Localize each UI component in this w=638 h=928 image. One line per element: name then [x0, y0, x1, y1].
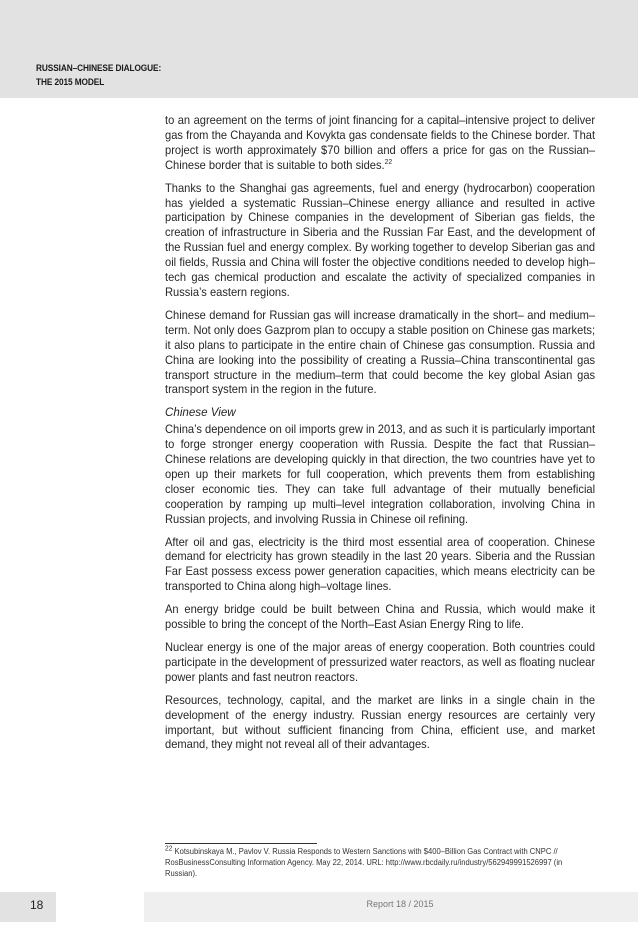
running-header — [36, 61, 161, 89]
paragraph-text: to an agreement on the terms of joint financing for a capital–intensive project to deliver gas from the Chayanda and Kovykta gas condensate fields to the Chinese border. That project is worth approximately $70 billion and offers a price for gas on the Russian–Chinese border that is suitable to both sides. — [165, 114, 596, 172]
paragraph: Thanks to the Shanghai gas agreements, fuel and energy (hydrocarbon) cooperation has yielded a systematic Russian–Chinese energy alliance and resulted in active participation by Chinese companies in the development of Siberian gas fields, the creation of infrastructure in Siberia and the Russian Far East, and the development of the Russian fuel and energy complex. By working together to develop Siberian gas and oil fields, Russia and China will foster the objective conditions needed to develop high–tech gas chemical production and escalate the activity of specialized companies in Russia’s eastern regions. — [165, 181, 596, 299]
paragraph: An energy bridge could be built between China and Russia, which would make it possible to bring the concept of the North–East Asian Energy Ring to life. — [165, 603, 596, 632]
paragraph: After oil and gas, electricity is the third most essential area of cooperation. Chinese demand for electricity has grown steadily in the last 20 years. Siberia and the Russian Far East possess excess power generation capacities, which means electricity can be transported to China along high–voltage lines. — [165, 535, 596, 594]
report-label: Report 18 / 2015 — [366, 899, 434, 909]
paragraph — [165, 114, 595, 174]
footnote-divider — [165, 843, 317, 844]
paragraph: China’s dependence on oil imports grew in 2013, and as such it is particularly important to forge stronger energy cooperation with Russia. Despite the fact that Russian–Chinese relations are developing quickly in that direction, the two countries have yet to open up their markets for full cooperation, which prevents them from establishing closer economic ties. They can take full advantage of their mutually beneficial cooperation by ramping up multi–level integration collaboration, involving China in Russian projects, and involving Russia in Chinese oil refining. — [165, 423, 596, 526]
section-subheading: Chinese View — [165, 406, 236, 420]
footnote-reference[interactable]: 22 — [384, 158, 393, 166]
article-body — [165, 114, 595, 761]
paragraph: Resources, technology, capital, and the market are links in a single chain in the development of the energy industry. Russian energy resources are certainly very important, but without sufficient financing from China, efficient use, and market demand, they might not reveal all of their advantages. — [165, 693, 596, 752]
footnote-text: Kotsubinskaya M., Pavlov V. Russia Responds to Western Sanctions with $400–Billion Gas Contract with CNPC // RosBusinessConsulting Information Agency. May 22, 2014. URL: http://www.rbcdaily.ru/industry/562949991526997 (in Russian). — [165, 847, 563, 878]
page-number: 18 — [30, 898, 44, 912]
paragraph: Chinese demand for Russian gas will increase dramatically in the short– and medium–term. Not only does Gazprom plan to occupy a stable position on Chinese gas markets; it also plans to participate in the entire chain of Chinese gas consumption. Russia and China are looking into the possibility of creating a Russia–China transcontinental gas transport structure in the medium–term that could become the key global Asian gas transport system in the region in the future. — [165, 308, 596, 397]
page-number-band — [0, 892, 56, 922]
footnote-number: 22 — [165, 845, 173, 853]
header-title-line-2: THE 2015 MODEL — [36, 77, 105, 87]
footnote — [165, 846, 594, 879]
paragraph: Nuclear energy is one of the major areas of energy cooperation. Both countries could participate in the development of pressurized water reactors, as well as floating nuclear power plants and fast neutron reactors. — [165, 641, 596, 684]
header-title-line-1: RUSSIAN–CHINESE DIALOGUE: — [36, 63, 162, 73]
